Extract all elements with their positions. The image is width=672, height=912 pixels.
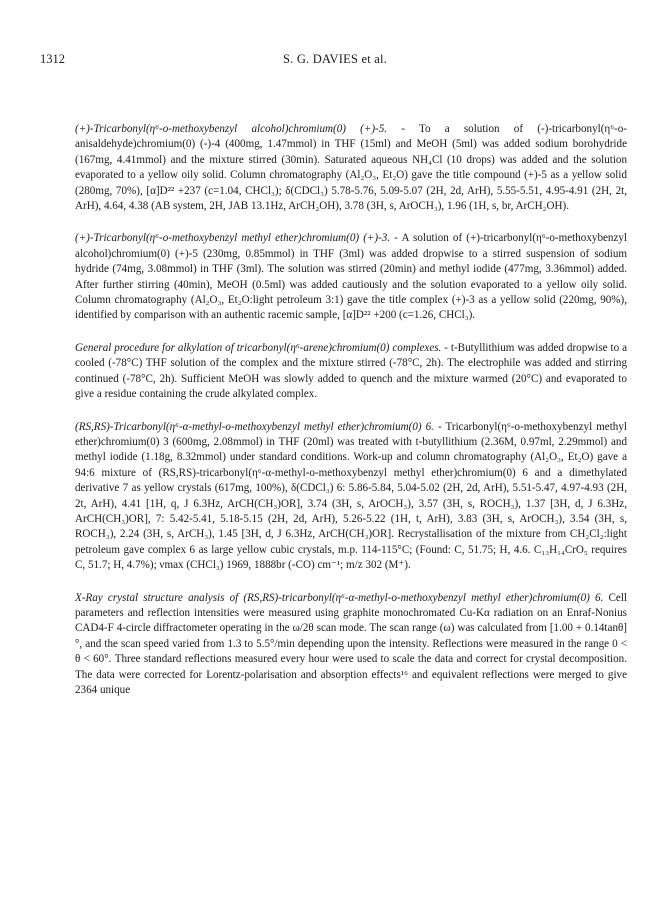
running-head: S. G. DAVIES et al.: [283, 52, 387, 66]
experimental-paragraph: [75, 231, 627, 323]
paragraph-text: - To a solution of (-)-tricarbonyl(η⁶-o-anisaldehyde)chromium(0) (-)-4 (400mg, 1.47mmol) in THF (15ml) and MeOH (5ml) was added sodium borohydride (167mg, 4.41mmol) and the mixture stirred (30min). Saturated aqueous NH₄Cl (10 drops) was added and the solution evaporated to a yellow oily solid. Column chromatography (Al₂O₃, Et₂O) gave the title compound (+)-5 as a yellow solid (280mg, 70%), [α]D²² +237 (c=1.04, CHCl₃); δ(CDCl₃) 5.78-5.76, 5.09-5.07 (2H, 2d, ArH), 5.55-5.51, 4.95-4.91 (2H, 2t, ArH), 4.64, 4.38 (AB system, 2H, JAB 13.1Hz, ArCH₂OH), 3.78 (3H, s, ArOCH₃), 1.96 (1H, s, br, ArCH₂OH).: [75, 123, 627, 213]
page-number: 1312: [40, 52, 65, 66]
paragraph-title: (+)-Tricarbonyl(η⁶-o-methoxybenzyl methyl ether)chromium(0) (+)-3.: [75, 232, 391, 245]
experimental-paragraph: [75, 420, 627, 574]
paragraph-title: X-Ray crystal structure analysis of (RS,RS)-tricarbonyl(η⁶-α-methyl-o-methoxybenzyl methyl ether)chromium(0) 6.: [75, 591, 604, 604]
page-header: [40, 52, 630, 70]
paragraph-text: Cell parameters and reflection intensities were measured using graphite monochromated Cu-Kα radiation on an Enraf-Nonius CAD4-F 4-circle diffractometer operating in the ω/2θ scan mode. The scan range (ω) was calculated from [1.00 + 0.14tanθ]°, and the scan speed varied from 1.3 to 5.5°/min depending upon the intensity. Reflections were measured in the range 0 < θ < 60°. Three standard reflections measured every hour were used to scale the data and correct for crystal decomposition. The data were corrected for Lorentz-polarisation and absorption effects¹⁶ and equivalent reflections were merged to give 2364 unique: [75, 591, 628, 696]
experimental-paragraph: [75, 122, 627, 214]
paragraph-text: - t-Butyllithium was added dropwise to a cooled (-78°C) THF solution of the complex and the mixture stirred (-78°C, 2h). The electrophile was added and stirring continued (-78°C, 2h). Sufficient MeOH was slowly added to quench and the mixture warmed (20°C) and evaporated to give a residue containing the crude alkylated complex.: [75, 341, 627, 401]
paragraph-title: (+)-Tricarbonyl(η⁶-o-methoxybenzyl alcohol)chromium(0) (+)-5.: [75, 123, 388, 135]
paragraph-title: (RS,RS)-Tricarbonyl(η⁶-α-methyl-o-methoxybenzyl methyl ether)chromium(0) 6.: [75, 420, 434, 433]
paragraph-title: General procedure for alkylation of tricarbonyl(η⁶-arene)chromium(0) complexes.: [75, 341, 442, 354]
experimental-paragraph: [75, 591, 627, 699]
paragraph-text: - A solution of (+)-tricarbonyl(η⁶-o-methoxybenzyl alcohol)chromium(0) (+)-5 (230mg, 0.85mmol) in THF (3ml) was added dropwise to a stirred suspension of sodium hydride (74mg, 3.08mmol) in THF (3ml). The solution was stirred (20min) and methyl iodide (477mg, 3.36mmol) added. After further stirring (40min), MeOH (0.5ml) was added cautiously and the solution evaporated to a yellow oily solid. Column chromatography (Al₂O₃, Et₂O:light petroleum 3:1) gave the title complex (+)-3 as a yellow solid (220mg, 90%), identified by comparison with an authentic racemic sample, [α]D²² +200 (c=1.26, CHCl₃).: [75, 232, 628, 322]
paragraph-text: - Tricarbonyl(η⁶-o-methoxybenzyl methyl ether)chromium(0) 3 (600mg, 2.08mmol) in THF (20ml) was treated with t-butyllithium (2.36M, 0.97ml, 2.29mmol) and methyl iodide (1.18g, 8.32mmol) under standard conditions. Work-up and column chromatography (Al₂O₃, Et₂O) gave a 94:6 mixture of (RS,RS)-tricarbonyl(η⁶-α-methyl-o-methoxybenzyl methyl ether)chromium(0) 6 and a dimethylated derivative 7 as yellow crystals (617mg, 100%), δ(CDCl₃) 6: 5.86-5.84, 5.04-5.02 (2H, 2d, ArH), 5.51-5.47, 4.97-4.93 (2H, 2t, ArH), 4.41 [1H, q, J 6.3Hz, ArCH(CH₃)OR], 3.74 (3H, s, ArOCH₃), 3.57 (3H, s, ROCH₃), 1.37 [3H, d, J 6.3Hz, ArCH(CH₃)OR], 7: 5.42-5.41, 5.18-5.15 (2H, 2d, ArH), 5.26-5.22 (1H, t, ArH), 3.83 (3H, s, ArOCH₃), 3.54 (3H, s, ROCH₃), 2.24 (3H, s, ArCH₃), 1.45 [3H, d, J 6.3Hz, ArCH(CH₃)OR]. Recrystallisation of the mixture from CH₂Cl₂:light petroleum gave complex 6 as large yellow cubic crystals, m.p. 114-115°C; (Found: C, 51.75; H, 4.6. C₁₃H₁₄CrO₅ requires C, 51.7; H, 4.7%); νmax (CHCl₃) 1969, 1888br (-CO) cm⁻¹; m/z 302 (M⁺).: [75, 420, 627, 572]
experimental-paragraph: [75, 341, 627, 403]
article-body: [75, 122, 627, 715]
